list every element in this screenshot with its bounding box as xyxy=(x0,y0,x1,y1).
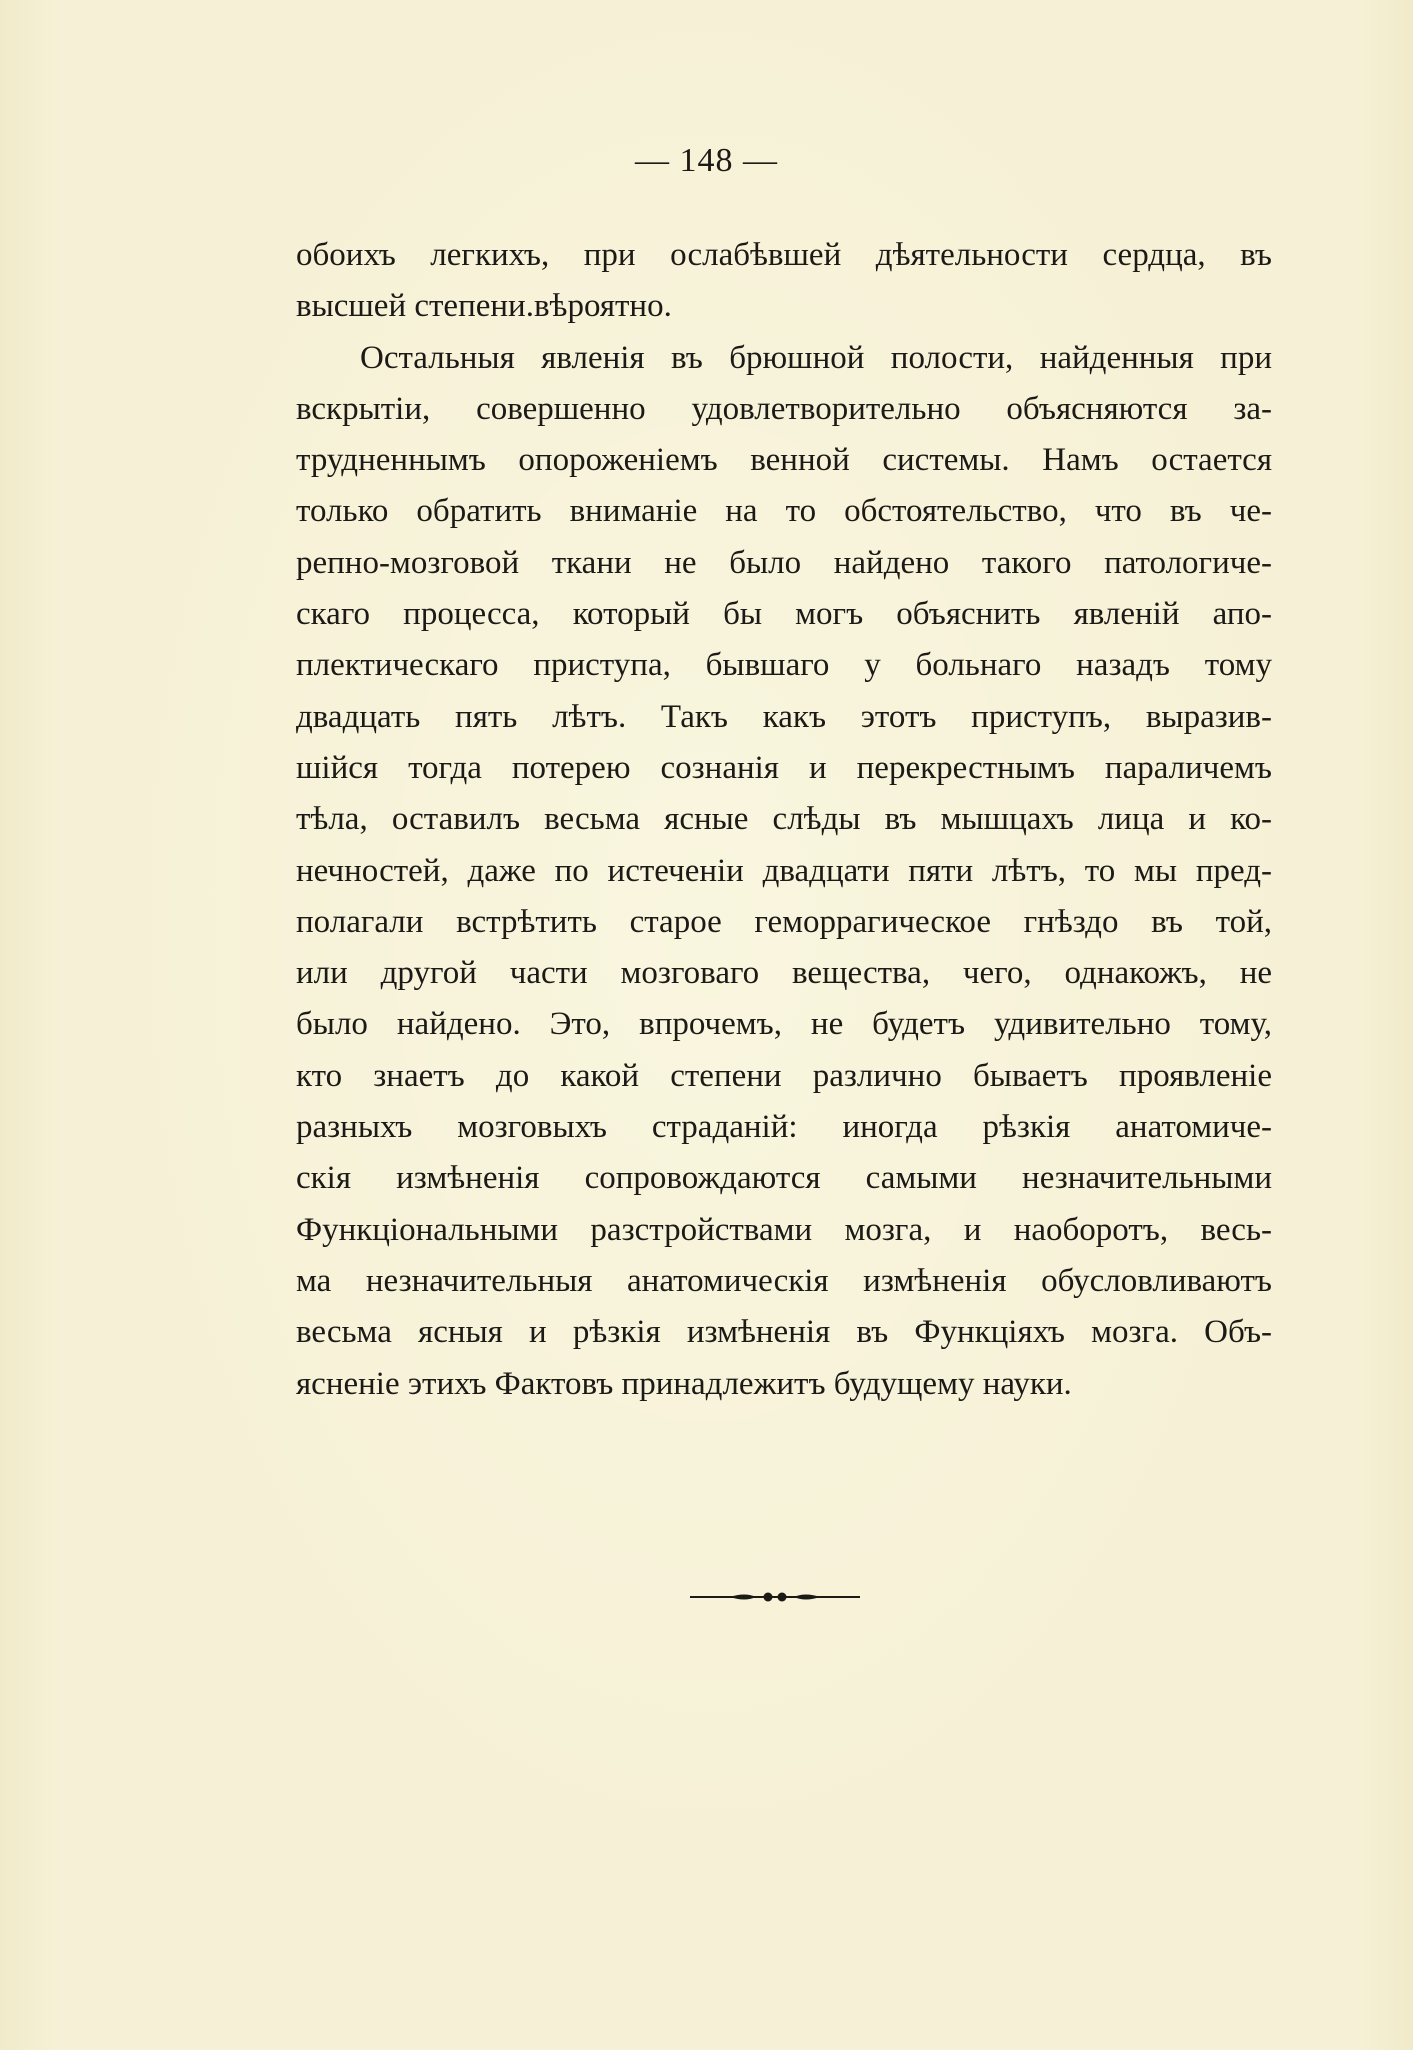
page-number: — 148 — xyxy=(635,142,778,179)
text-line: полагали встрѣтить старое геморрагическое гнѣздо въ той, xyxy=(296,903,1272,940)
text-line: шійся тогда потерею сознанія и перекрестнымъ параличемъ xyxy=(296,749,1272,786)
text-line: плектическаго приступа, бывшаго у больнаго назадъ тому xyxy=(296,647,1272,684)
text-line: разныхъ мозговыхъ страданій: иногда рѣзкія анатомиче- xyxy=(296,1109,1272,1146)
body-text xyxy=(296,230,1272,1410)
text-line: обоихъ легкихъ, при ослабѣвшей дѣятельности сердца, въ xyxy=(296,237,1272,273)
text-line: Функціональными разстройствами мозга, и наоборотъ, весь- xyxy=(296,1211,1272,1248)
text-line: двадцать пять лѣтъ. Такъ какъ этотъ приступъ, выразив- xyxy=(296,698,1272,735)
text-line: ясненіе этихъ Фактовъ принадлежитъ будущему науки. xyxy=(296,1365,1072,1402)
text-line: вскрытіи, совершенно удовлетворительно объясняются за- xyxy=(296,390,1272,427)
text-line: или другой части мозговаго вещества, чего, однакожъ, не xyxy=(296,955,1272,992)
text-line: высшей степени.вѣроятно. xyxy=(296,288,672,325)
text-line: только обратить вниманіе на то обстоятельство, что въ че- xyxy=(296,493,1272,530)
text-line: скаго процесса, который бы могъ объяснить явленій апо- xyxy=(296,596,1272,633)
text-line: репно-мозговой ткани не было найдено такого патологиче- xyxy=(296,544,1272,581)
decorative-rule-ornament-icon xyxy=(690,1590,860,1604)
text-line: было найдено. Это, впрочемъ, не будетъ удивительно тому, xyxy=(296,1006,1272,1043)
text-line: скія измѣненія сопровождаются самыми незначительными xyxy=(296,1160,1272,1197)
text-line: трудненнымъ опороженіемъ венной системы. Намъ остается xyxy=(296,442,1272,479)
text-line: весьма ясныя и рѣзкія измѣненія въ Функціяхъ мозга. Объ- xyxy=(296,1314,1272,1351)
text-line: нечностей, даже по истеченіи двадцати пяти лѣтъ, то мы пред- xyxy=(296,852,1272,889)
text-line: кто знаетъ до какой степени различно бываетъ проявленіе xyxy=(296,1057,1272,1094)
text-line: ма незначительныя анатомическія измѣненія обусловливаютъ xyxy=(296,1262,1272,1299)
text-line: Остальныя явленія въ брюшной полости, найденныя при xyxy=(360,339,1272,376)
text-line: тѣла, оставилъ весьма ясные слѣды въ мышцахъ лица и ко- xyxy=(296,801,1272,838)
